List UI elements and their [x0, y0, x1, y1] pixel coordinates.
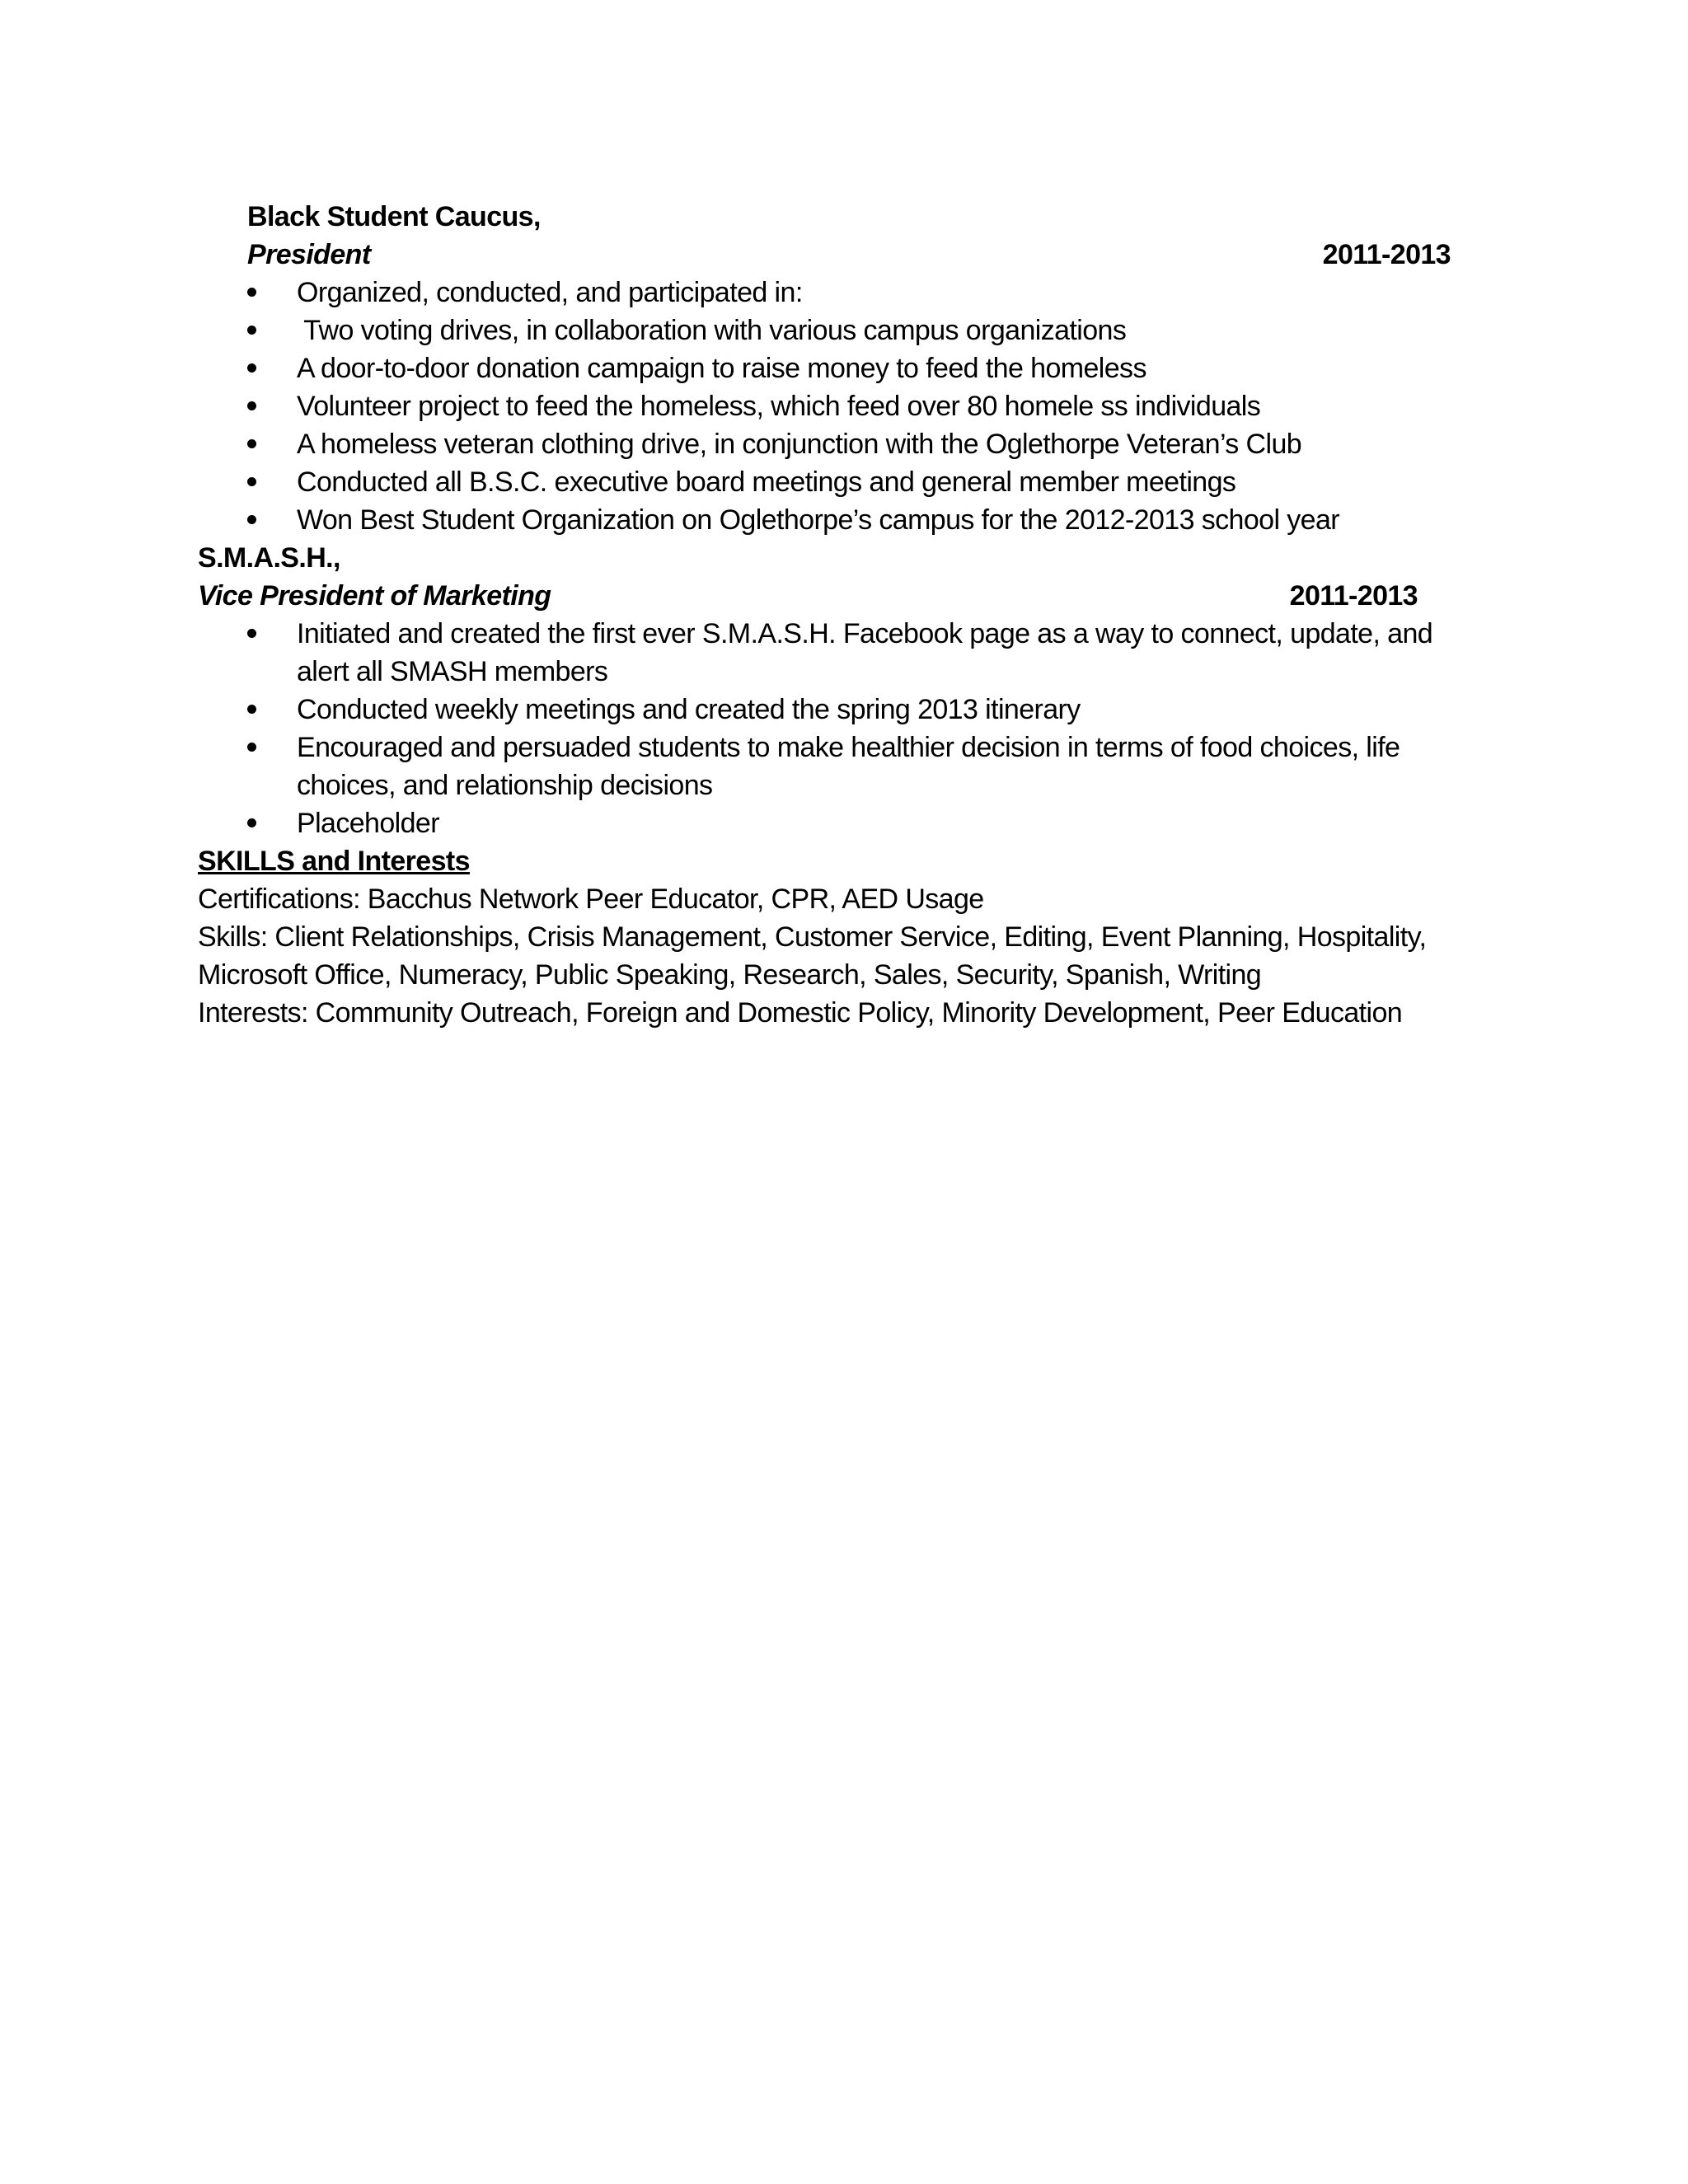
bullet-dot-icon [247, 439, 256, 448]
smash-bullet-2 [198, 691, 1467, 729]
smash-section [198, 539, 1467, 615]
skills-heading: SKILLS and Interests [198, 846, 470, 877]
bsc-role-row [247, 236, 1451, 274]
bsc-bullet-6 [198, 463, 1467, 501]
interests-line: Interests: Community Outreach, Foreign and Domestic Policy, Minority Development, Peer Education [198, 997, 1403, 1029]
bullet-dot-icon [247, 629, 256, 638]
certifications-line: Certifications: Bacchus Network Peer Educator, CPR, AED Usage [198, 883, 984, 915]
bullet-text: Two voting drives, in collaboration with various campus organizations [297, 315, 1127, 346]
bullet-text: Volunteer project to feed the homeless, which feed over 80 homele ss individuals [297, 391, 1261, 422]
bullet-text: Encouraged and persuaded students to make healthier decision in terms of food choices, life choices, and relationship decisions [297, 732, 1400, 801]
bullet-dot-icon [247, 363, 256, 373]
bullet-text: A homeless veteran clothing drive, in conjunction with the Oglethorpe Veteran’s Club [297, 429, 1302, 460]
bullet-dot-icon [247, 326, 256, 335]
smash-org-name: S.M.A.S.H., [198, 542, 340, 574]
bullet-text: Organized, conducted, and participated in: [297, 277, 803, 308]
smash-role-row [198, 577, 1418, 615]
bsc-bullet-3 [198, 349, 1467, 387]
bsc-bullet-4 [198, 387, 1467, 425]
bsc-bullet-list [198, 274, 1467, 539]
smash-years: 2011-2013 [1289, 580, 1418, 612]
smash-bullet-4 [198, 804, 1467, 842]
resume-content [198, 198, 1467, 1032]
smash-bullet-1 [198, 615, 1434, 691]
skills-line: Skills: Client Relationships, Crisis Management, Customer Service, Editing, Event Planning, Hospitality, Microsoft Office, Numeracy, Public Speaking, Research, Sales, Security, Spanish, Writing [198, 921, 1427, 991]
bsc-bullet-5 [198, 425, 1467, 463]
smash-role: Vice President of Marketing [198, 580, 551, 612]
bsc-bullet-1 [198, 274, 1467, 312]
bullet-text: Initiated and created the first ever S.M.A.S.H. Facebook page as a way to connect, update, and alert all SMASH members [297, 618, 1433, 687]
bsc-bullet-2 [198, 312, 1467, 349]
smash-bullet-list [198, 615, 1467, 842]
bullet-dot-icon [247, 818, 256, 827]
bullet-text: Placeholder [297, 808, 439, 839]
bsc-bullet-7 [198, 501, 1467, 539]
bullet-text: Conducted weekly meetings and created the spring 2013 itinerary [297, 694, 1081, 725]
bullet-text: A door-to-door donation campaign to raise money to feed the homeless [297, 353, 1146, 384]
bsc-role: President [247, 239, 371, 270]
bullet-text: Won Best Student Organization on Oglethorpe’s campus for the 2012-2013 school year [297, 504, 1340, 536]
bullet-dot-icon [247, 477, 256, 486]
bullet-dot-icon [247, 401, 256, 410]
bsc-section [198, 198, 1467, 274]
bullet-dot-icon [247, 743, 256, 752]
smash-bullet-3 [198, 729, 1434, 804]
bsc-years: 2011-2013 [1322, 239, 1451, 270]
skills-section [198, 842, 1467, 1032]
bullet-text: Conducted all B.S.C. executive board meetings and general member meetings [297, 466, 1236, 498]
bullet-dot-icon [247, 705, 256, 714]
bullet-dot-icon [247, 288, 256, 297]
bsc-org-name: Black Student Caucus, [247, 201, 541, 232]
bullet-dot-icon [247, 515, 256, 524]
